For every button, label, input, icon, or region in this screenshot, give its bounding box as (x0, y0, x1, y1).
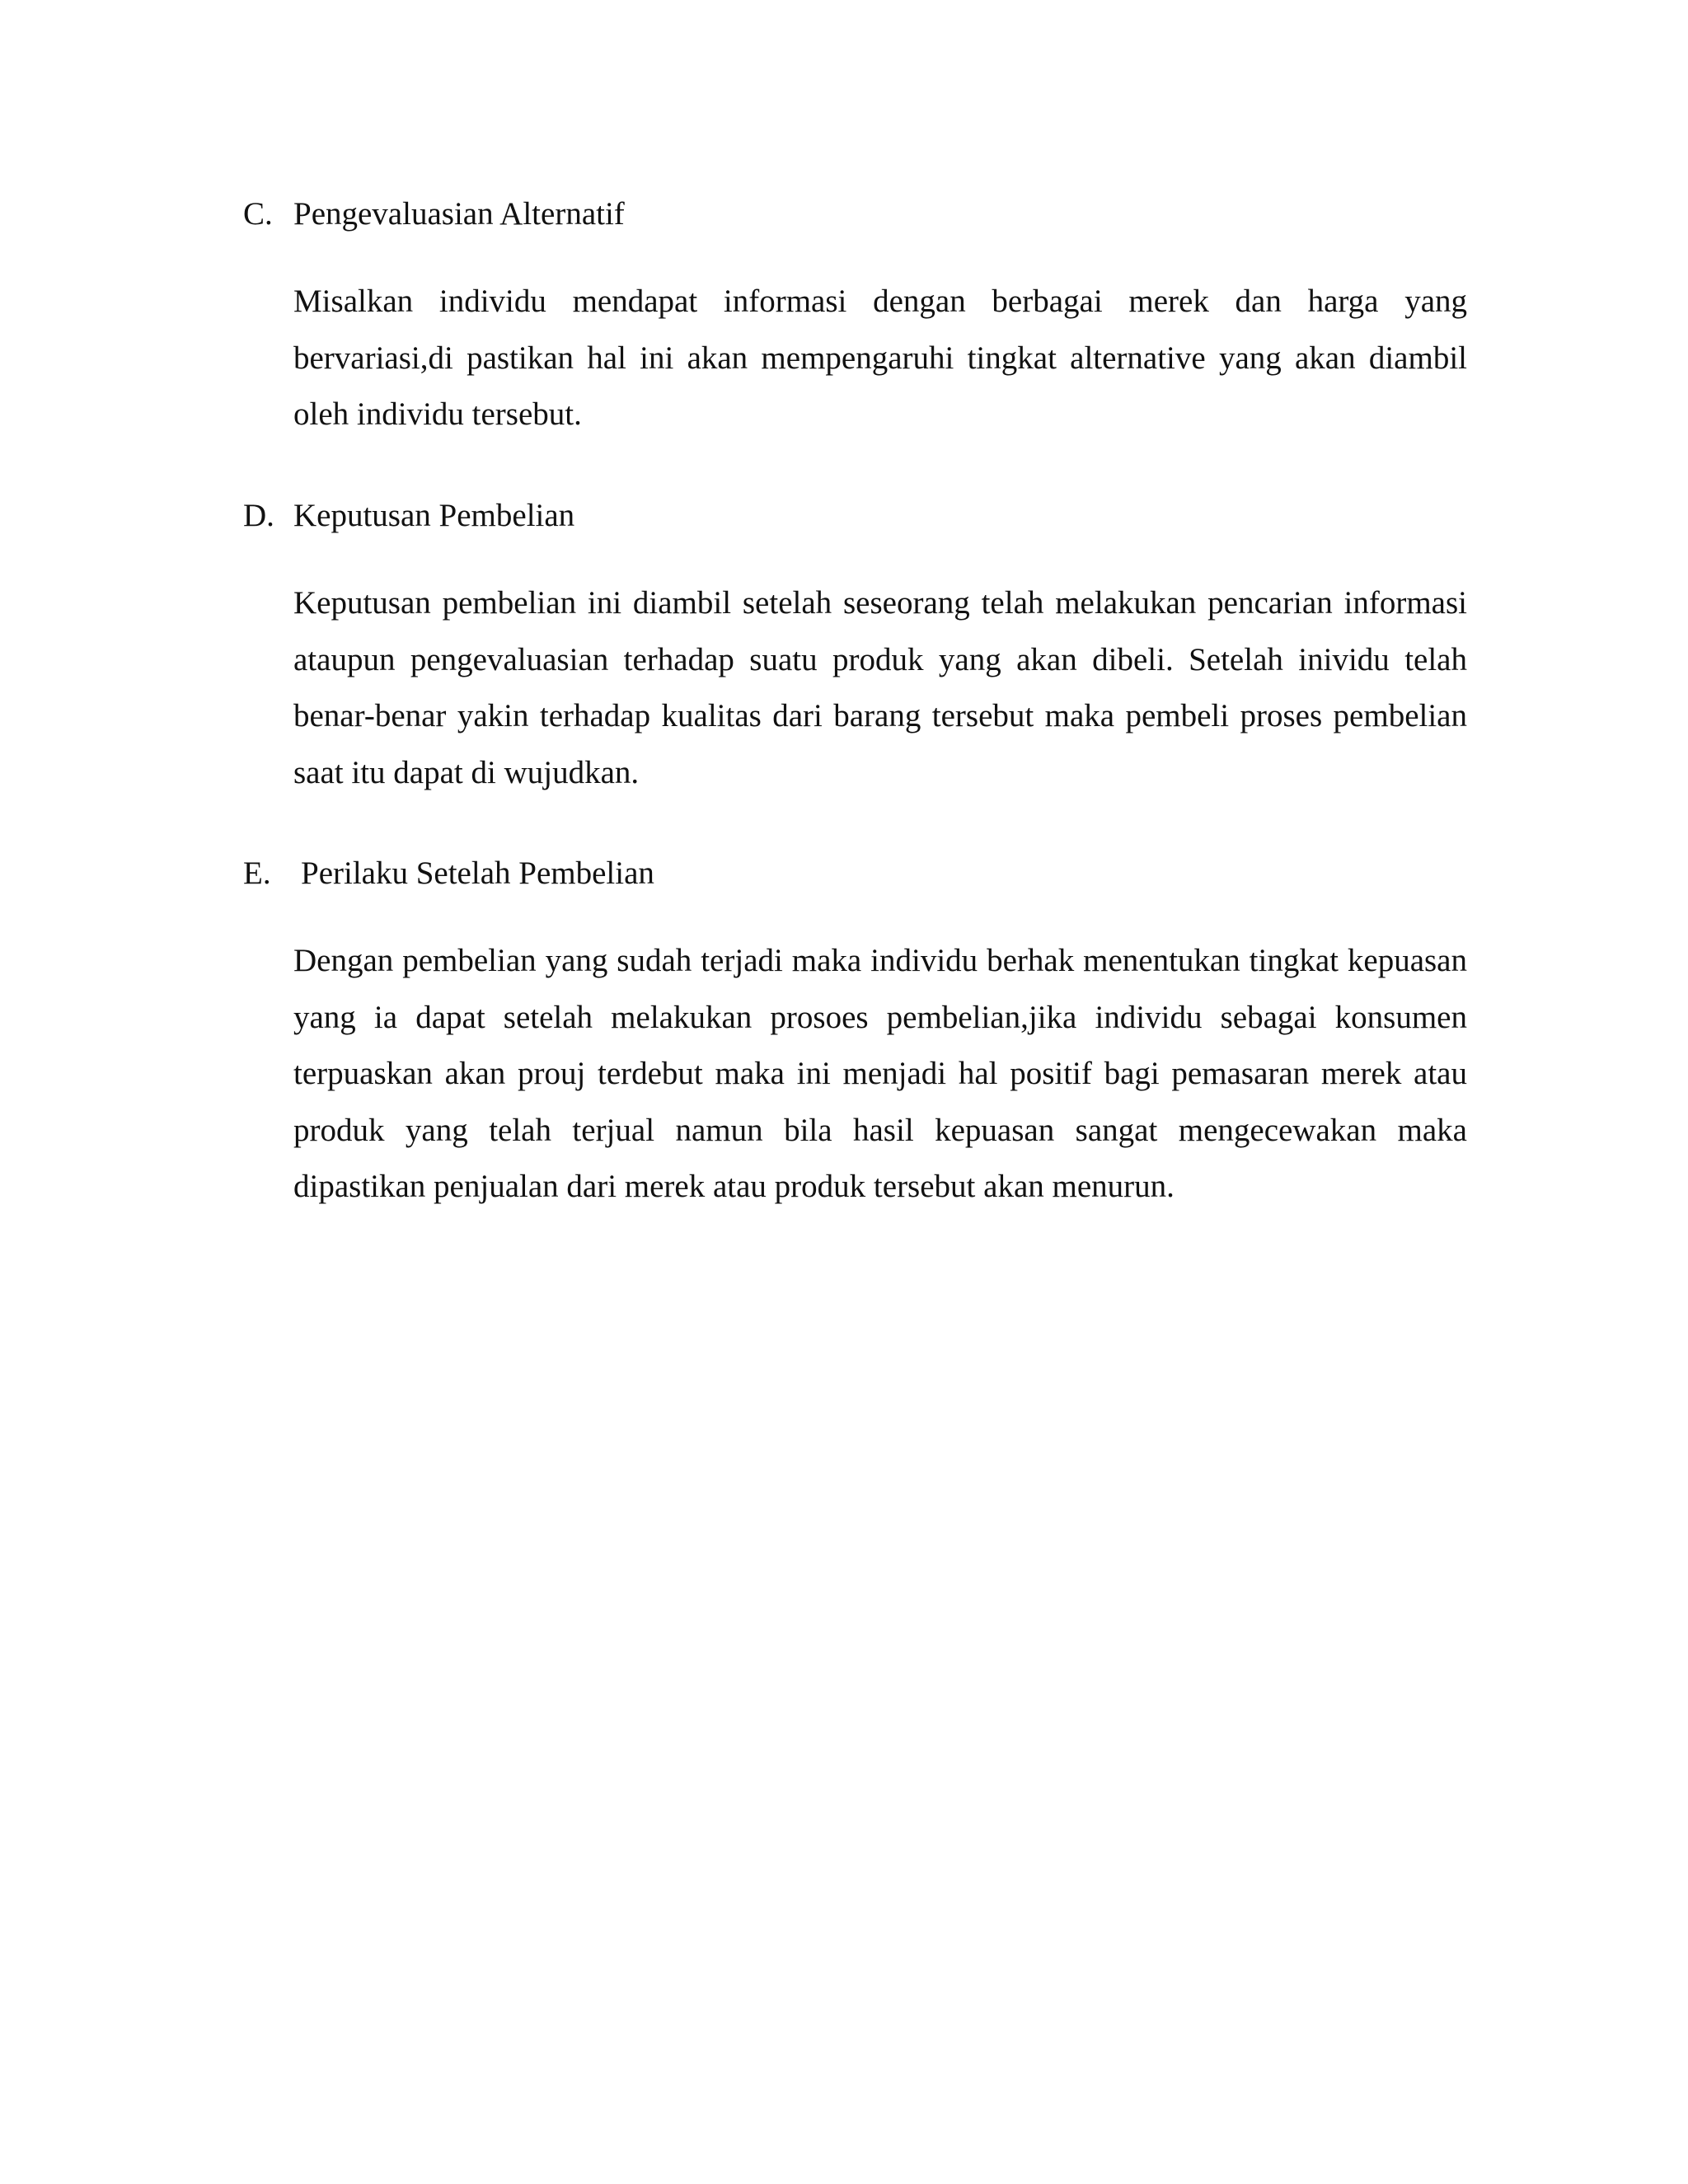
section-title: Perilaku Setelah Pembelian (301, 855, 654, 891)
section-heading (243, 494, 1467, 537)
section-title: Pengevaluasian Alternatif (293, 196, 625, 232)
section-paragraph: Keputusan pembelian ini diambil setelah seseorang telah melakukan pencarian informasi ataupun pengevaluasian terhadap suatu produk yang akan dibeli. Setelah inividu telah benar-benar yakin terhadap kualitas dari barang tersebut maka pembeli proses pembelian saat itu dapat di wujudkan. (293, 585, 1467, 790)
section-c (243, 193, 1467, 443)
section-heading (243, 193, 1467, 236)
section-letter: C. (243, 196, 273, 232)
section-d (243, 494, 1467, 801)
section-paragraph: Dengan pembelian yang sudah terjadi maka individu berhak menentukan tingkat kepuasan yang ia dapat setelah melakukan prosoes pembelian,jika individu sebagai konsumen terpuaskan akan prouj terdebut maka ini menjadi hal positif bagi pemasaran merek atau produk yang telah terjual namun bila hasil kepuasan sangat mengecewakan maka dipastikan penjualan dari merek atau produk tersebut akan menurun. (293, 943, 1467, 1204)
section-paragraph: Misalkan individu mendapat informasi dengan berbagai merek dan harga yang bervariasi,di pastikan hal ini akan mempengaruhi tingkat alternative yang akan diambil oleh individu tersebut. (293, 284, 1467, 432)
section-title: Keputusan Pembelian (293, 498, 575, 533)
section-letter: E. (243, 855, 271, 891)
section-heading (243, 852, 1467, 895)
section-e (243, 852, 1467, 1216)
section-letter: D. (243, 498, 274, 533)
